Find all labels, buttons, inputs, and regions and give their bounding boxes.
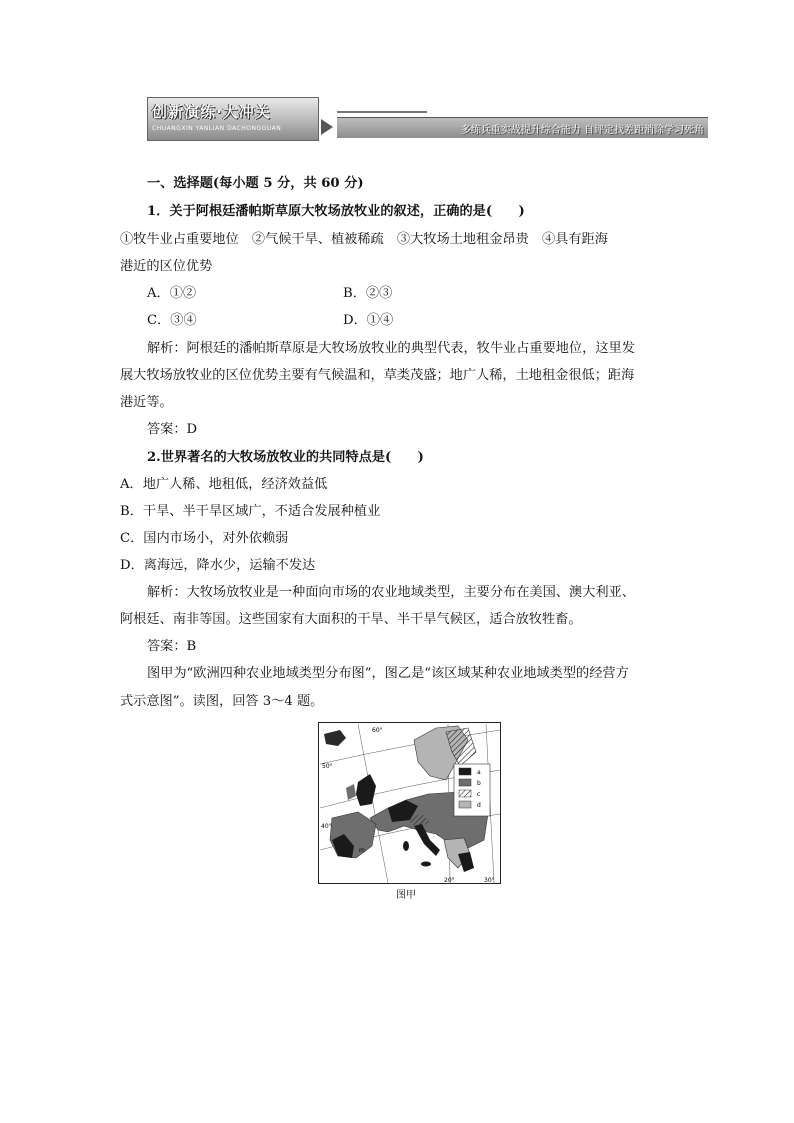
legend-label-a: a — [477, 769, 481, 776]
legend-swatch-d — [459, 801, 471, 808]
lon-label-20: 20° — [444, 877, 455, 884]
q1-analysis-line2: 展大牧场放牧业的区位优势主要有气候温和，草类茂盛；地广人稀，土地租金很低；距海 — [120, 368, 635, 383]
europe-agriculture-map — [318, 722, 501, 884]
legend-label-b: b — [477, 780, 481, 787]
q1-items-line1: ①牧牛业占重要地位 ②气候干旱、植被稀疏 ③大牧场土地租金昂贵 ④具有距海 — [120, 232, 608, 247]
legend-label-c: c — [477, 791, 481, 798]
legend-swatch-c — [459, 790, 471, 797]
q1-analysis-line1: 解析：阿根廷的潘帕斯草原是大牧场放牧业的典型代表，牧牛业占重要地位，这里发 — [147, 341, 635, 356]
legend-swatch-b — [459, 779, 471, 786]
banner-divider — [337, 111, 427, 113]
banner-slogan: 多练兵重实战提升综合能力 自评定找差距消除学习死角 — [460, 125, 704, 136]
lat-label-40: 40° — [321, 823, 332, 830]
q2-stem: 2.世界著名的大牧场放牧业的共同特点是( ) — [147, 450, 424, 465]
q1-items-line2: 港近的区位优势 — [120, 259, 213, 274]
sicily-shape — [421, 862, 431, 867]
banner-logo-pinyin: CHUANGXIN YANLIAN DACHONGGUAN — [152, 125, 282, 132]
point-label-m: m — [359, 847, 365, 854]
q2-analysis-line2: 阿根廷、南非等国。这些国家有大面积的干旱、半干旱气候区，适合放牧牲畜。 — [120, 612, 582, 627]
lat-label-50: 50° — [322, 763, 333, 770]
q2-option-d: D．离海远，降水少，运输不发达 — [120, 558, 316, 573]
q2-option-b: B．干旱、半干旱区域广，不适合发展种植业 — [120, 504, 381, 519]
q1-option-a: A．①② — [147, 286, 197, 301]
lon-label-30: 30° — [484, 877, 495, 884]
q1-answer: 答案：D — [147, 422, 198, 437]
map-legend — [454, 764, 490, 816]
intro-line1: 图甲为“欧洲四种农业地域类型分布图”，图乙是“该区域某种农业地域类型的经营方 — [147, 666, 629, 681]
q1-analysis-line3: 港近等。 — [120, 395, 173, 410]
banner-logo-text: 创新演练·大冲关 — [152, 103, 271, 121]
section-title: 一、选择题(每小题 5 分，共 60 分) — [147, 176, 364, 191]
q1-option-c: C．③④ — [147, 313, 197, 328]
legend-label-d: d — [477, 802, 481, 809]
map-caption: 图甲 — [396, 890, 416, 901]
q2-answer: 答案：B — [147, 639, 197, 654]
q2-option-c: C．国内市场小，对外依赖弱 — [120, 531, 289, 546]
q1-stem: 1．关于阿根廷潘帕斯草原大牧场放牧业的叙述，正确的是( ) — [147, 204, 525, 219]
legend-swatch-a — [459, 768, 471, 775]
q2-option-a: A．地广人稀、地租低，经济效益低 — [120, 477, 328, 492]
corsica-shape — [403, 841, 409, 851]
play-arrow-icon — [321, 119, 333, 135]
q1-option-b: B．②③ — [343, 286, 393, 301]
banner-slogan-bar — [337, 117, 708, 138]
q1-option-d: D．①④ — [343, 313, 394, 328]
section-banner — [147, 97, 708, 139]
q2-analysis-line1: 解析：大牧场放牧业是一种面向市场的农业地域类型，主要分布在美国、澳大利亚、 — [147, 585, 635, 600]
lat-label-60: 60° — [372, 727, 383, 734]
intro-line2: 式示意图”。读图，回答 3～4 题。 — [120, 694, 324, 709]
banner-logo — [147, 97, 319, 141]
